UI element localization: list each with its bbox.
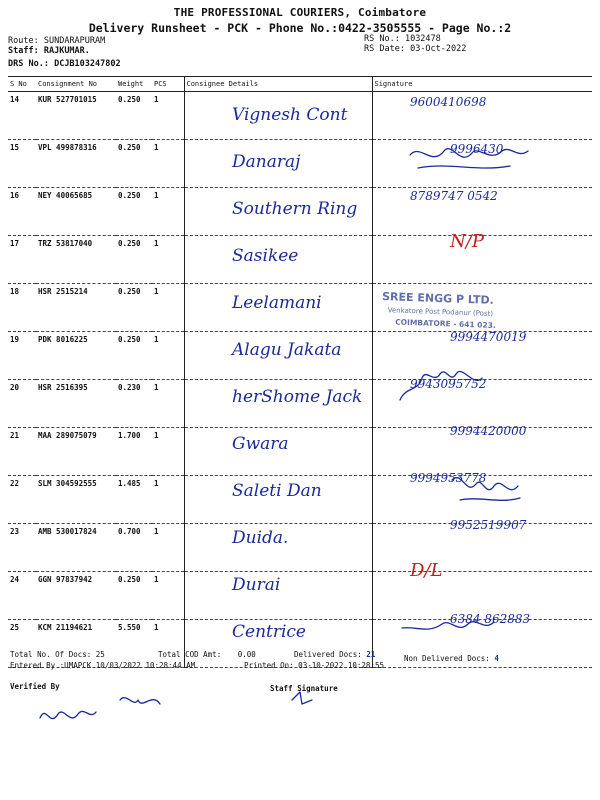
row-consignment-no: VPL 499878316	[36, 140, 116, 188]
row-consignee-details	[184, 92, 372, 140]
staff-signature	[292, 692, 312, 704]
stamp-line-1: SREE ENGG P LTD.	[381, 290, 495, 307]
col-pcs: PCS	[152, 77, 184, 92]
table-header-row	[8, 77, 592, 92]
total-docs-value: 25	[95, 650, 105, 659]
row-consignment-no: PDK 8016225	[36, 332, 116, 380]
consignee-handwriting: herShome Jack	[232, 387, 363, 407]
row-signature	[372, 332, 592, 380]
row-consignment-no: GGN 97837942	[36, 572, 116, 620]
route-label: Route:	[8, 36, 39, 46]
page-title: THE PROFESSIONAL COURIERS, Coimbatore	[173, 6, 427, 19]
row-signature	[372, 380, 592, 428]
col-signature: Signature	[372, 77, 592, 92]
drs-value: DCJB103247802	[54, 59, 121, 69]
row-weight: 5.550	[116, 620, 152, 668]
row-consignee-details	[184, 140, 372, 188]
footer-totals-line	[10, 650, 105, 659]
table-row	[8, 476, 592, 524]
row-consignee-details	[184, 572, 372, 620]
table-row	[8, 428, 592, 476]
total-cod-line	[158, 650, 256, 659]
stamp-line-3: COIMBATORE - 641 023.	[395, 317, 496, 330]
route-value: SUNDARAPURAM	[43, 36, 106, 46]
row-pcs: 1	[152, 284, 184, 332]
row-weight: 0.250	[116, 92, 152, 140]
signature-handwriting: D/L	[410, 560, 443, 581]
row-signature	[372, 236, 592, 284]
row-pcs: 1	[152, 620, 184, 668]
rs-no-label: RS No.:	[364, 34, 400, 44]
row-signature	[372, 524, 592, 572]
total-cod-value: 0.00	[237, 650, 256, 659]
row-sno: 14	[8, 92, 36, 140]
row-pcs: 1	[152, 572, 184, 620]
row-pcs: 1	[152, 332, 184, 380]
consignee-handwriting: Alagu Jakata	[232, 340, 342, 360]
entered-by-line: Entered By :UMAPCK 10/03/2022 10:28:44 AM	[10, 661, 196, 670]
page-subtitle: Delivery Runsheet - PCK - Phone No.:0422-3505555 - Page No.:2	[88, 21, 512, 35]
signature-handwriting: 9994953778	[410, 471, 487, 485]
row-sno: 20	[8, 380, 36, 428]
table-row	[8, 380, 592, 428]
row-weight: 1.485	[116, 476, 152, 524]
row-pcs: 1	[152, 188, 184, 236]
staff-value: RAJKUMAR.	[43, 46, 90, 56]
table-row	[8, 524, 592, 572]
row-signature	[372, 92, 592, 140]
verified-signature	[40, 698, 160, 719]
row-signature	[372, 188, 592, 236]
rs-no-value: 1032478	[404, 34, 441, 44]
row-sno: 16	[8, 188, 36, 236]
table-row	[8, 284, 592, 332]
non-delivered-line	[404, 654, 499, 663]
row-consignment-no: KCM 21194621	[36, 620, 116, 668]
row-sno: 21	[8, 428, 36, 476]
row-consignment-no: HSR 2515214	[36, 284, 116, 332]
row-consignment-no: MAA 289075079	[36, 428, 116, 476]
non-delivered-value: 4	[494, 654, 499, 663]
signature-handwriting: N/P	[450, 231, 484, 252]
rs-no-line	[364, 34, 441, 44]
row-signature	[372, 428, 592, 476]
row-consignee-details	[184, 236, 372, 284]
signature-handwriting: 6384 862883	[450, 612, 531, 626]
route-line	[8, 36, 105, 46]
row-consignment-no: NEY 40065685	[36, 188, 116, 236]
table-row	[8, 92, 592, 140]
delivered-value: 21	[366, 650, 376, 659]
consignee-handwriting: Sasikee	[232, 246, 299, 266]
signature-handwriting: 9943095752	[410, 377, 487, 391]
row-weight: 0.250	[116, 332, 152, 380]
table-row	[8, 572, 592, 620]
delivered-label: Delivered Docs:	[294, 650, 362, 659]
row-sno: 15	[8, 140, 36, 188]
total-docs-label: Total No. Of Docs:	[10, 650, 92, 659]
table-row	[8, 332, 592, 380]
row-consignment-no: KUR 527701015	[36, 92, 116, 140]
row-consignment-no: SLM 304592555	[36, 476, 116, 524]
table-row	[8, 140, 592, 188]
row-weight: 0.250	[116, 572, 152, 620]
row-pcs: 1	[152, 380, 184, 428]
drs-line	[8, 59, 121, 69]
row-pcs: 1	[152, 524, 184, 572]
staff-signature-label: Staff Signature	[270, 684, 338, 693]
signature-handwriting: 8789747 0542	[410, 189, 498, 203]
col-consignment: Consignment No	[36, 77, 116, 92]
consignee-handwriting: Vignesh Cont	[232, 105, 348, 125]
row-weight: 0.700	[116, 524, 152, 572]
consignee-handwriting: Danaraj	[232, 152, 301, 172]
row-signature	[372, 284, 592, 332]
row-pcs: 1	[152, 140, 184, 188]
row-weight: 1.700	[116, 428, 152, 476]
col-weight: Weight	[116, 77, 152, 92]
consignee-handwriting: Gwara	[232, 434, 289, 454]
row-sno: 23	[8, 524, 36, 572]
row-pcs: 1	[152, 92, 184, 140]
staff-line	[8, 46, 90, 56]
signature-handwriting: 9994420000	[450, 424, 527, 438]
row-sno: 17	[8, 236, 36, 284]
rs-date-line	[364, 44, 466, 54]
consignee-handwriting: Saleti Dan	[232, 481, 322, 501]
signature-handwriting: 9994470019	[450, 330, 527, 344]
row-consignee-details	[184, 380, 372, 428]
row-consignee-details	[184, 524, 372, 572]
consignee-handwriting: Duida.	[232, 528, 289, 548]
table-row	[8, 188, 592, 236]
signature-handwriting: 9996430	[450, 142, 504, 156]
row-consignment-no: AMB 530017824	[36, 524, 116, 572]
col-consignee: Consignee Details	[184, 77, 372, 92]
staff-label: Staff:	[8, 46, 39, 56]
drs-label: DRS No.:	[8, 59, 49, 69]
consignee-handwriting: Southern Ring	[232, 199, 358, 219]
row-pcs: 1	[152, 236, 184, 284]
runsheet-table	[8, 76, 592, 668]
row-pcs: 1	[152, 476, 184, 524]
consignee-handwriting: Durai	[232, 575, 281, 595]
row-sno: 18	[8, 284, 36, 332]
col-sno: S No	[8, 77, 36, 92]
delivered-line	[294, 650, 375, 659]
row-sno: 24	[8, 572, 36, 620]
row-weight: 0.250	[116, 188, 152, 236]
row-consignee-details	[184, 188, 372, 236]
stamp-line-2: Venkatore Post Podanur (Post)	[387, 306, 494, 318]
row-weight: 0.230	[116, 380, 152, 428]
consignee-handwriting: Centrice	[232, 622, 306, 642]
row-pcs: 1	[152, 428, 184, 476]
row-consignee-details	[184, 428, 372, 476]
row-signature	[372, 572, 592, 620]
row-sno: 22	[8, 476, 36, 524]
row-sno: 25	[8, 620, 36, 668]
verified-by-label: Verified By	[10, 682, 60, 691]
row-consignee-details	[184, 476, 372, 524]
row-weight: 0.250	[116, 284, 152, 332]
row-consignee-details	[184, 332, 372, 380]
table-row	[8, 236, 592, 284]
rs-date-label: RS Date:	[364, 44, 405, 54]
row-signature	[372, 476, 592, 524]
rs-date-value: 03-Oct-2022	[410, 44, 467, 54]
row-consignment-no: HSR 2516395	[36, 380, 116, 428]
row-signature	[372, 140, 592, 188]
signature-handwriting: 9952519907	[450, 518, 527, 532]
non-delivered-label: Non Delivered Docs:	[404, 654, 490, 663]
consignee-handwriting: Leelamani	[232, 293, 322, 313]
total-cod-label: Total COD Amt:	[158, 650, 222, 659]
printed-on-line: Printed On: 03-10-2022 10:28:55	[244, 661, 384, 670]
row-weight: 0.250	[116, 236, 152, 284]
row-consignee-details	[184, 284, 372, 332]
runsheet-table-wrap	[8, 76, 592, 668]
signature-handwriting: 9600410698	[410, 95, 487, 109]
row-sno: 19	[8, 332, 36, 380]
row-weight: 0.250	[116, 140, 152, 188]
row-consignment-no: TRZ 53817040	[36, 236, 116, 284]
